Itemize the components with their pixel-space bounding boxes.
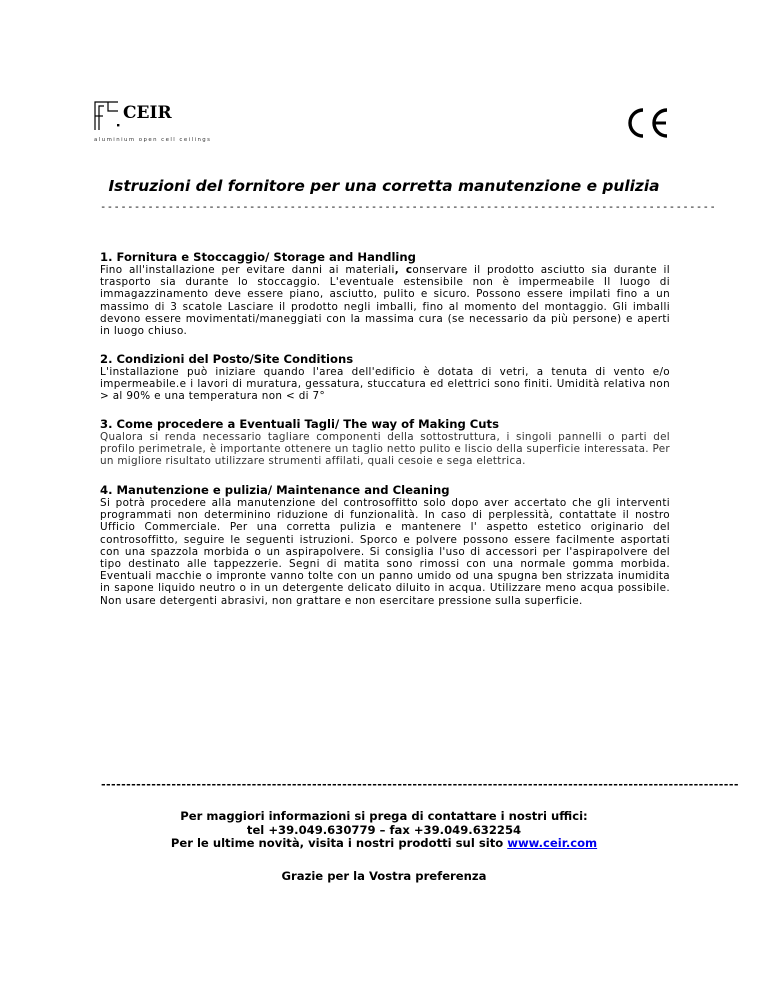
contact-line: Per maggiori informazioni si prega di contattare i nostri uffici:: [180, 809, 588, 823]
section-heading: 3. Come procedere a Eventuali Tagli/ The way of Making Cuts: [100, 417, 499, 431]
company-logo: [94, 101, 212, 146]
section-body-text: Fino all'installazione per evitare danni ai materiali: [100, 264, 395, 276]
section-storage-handling: [100, 251, 670, 337]
ceir-logo-mark-icon: [94, 101, 120, 131]
section-body-text: onservare il prodotto asciutto sia durante il trasporto sia durante lo stoccaggio. L'eventuale estensibile non è impermeabile Il luogo di immagazzinamento deve essere piano, asciutto, pulito e sicuro. Possono essere impilati fino a un massimo di 3 scatole Lasciare il prodotto negli imballi, fino al momento del montaggio. Gli imballi devono essere movimentati/maneggiati con la massima cura (se necessario da più persone) e aperti in luogo chiuso.: [100, 264, 670, 338]
website-prefix: Per le ultime novità, visita i nostri prodotti sul sito: [170, 836, 508, 850]
section-site-conditions: [100, 353, 670, 403]
logo-brand-text: CEIR: [123, 103, 172, 123]
contact-footer: [0, 810, 768, 851]
document-title: Istruzioni del fornitore per una corretta manutenzione e pulizia: [108, 177, 660, 195]
section-body: L'installazione può iniziare quando l'area dell'edificio è dotata di vetri, a tenuta di vento e/o impermeabile.e i lavori di muratura, gessatura, stuccatura ed elettrici sono finiti. Umidità relativa non > al 90% e una temperatura non < di 7°: [100, 366, 670, 403]
ce-mark-icon: [624, 107, 670, 139]
section-body: Si potrà procedere alla manutenzione del controsoffitto solo dopo aver accertato che gli interventi programmati non determinino riduzione di funzionalità. In caso di perplessità, contattate il nostro Ufficio Commerciale. Per una corretta pulizia e mantenere l' aspetto estetico originario del controsoffitto, seguire le seguenti istruzioni. Sporco e polvere possono essere facilmente asportati con una spazzola morbida o un aspirapolvere. Si consiglia l'uso di accessori per l'aspirapolvere del tipo destinato alle tappezzerie. Segni di matita sono rimossi con una normale gomma morbida. Eventuali macchie o impronte vanno tolte con un panno umido od una spugna ben strizzata inumidita in sapone liquido neutro o in un detergente delicato diluito in acqua. Utilizzare meno acqua possibile. Non usare detergenti abrasivi, non grattare e non esercitare pressione sulla superficie.: [100, 497, 670, 607]
section-heading: 4. Manutenzione e pulizia/ Maintenance and Cleaning: [100, 483, 450, 497]
section-body: Qualora si renda necessario tagliare componenti della sottostruttura, i singoli pannelli o parti del profilo perimetrale, è importante ottenere un taglio netto pulito e liscio della superficie interessata. Per un migliore risultato utilizzare strumenti affilati, quali cesoie e sega elettrica.: [100, 431, 670, 468]
phone-fax-line: tel +39.049.630779 – fax +39.049.632254: [246, 822, 522, 837]
separator-top: -------------------------------------------------------------------------------------------: [100, 201, 717, 213]
section-heading: 1. Fornitura e Stoccaggio/ Storage and Handling: [100, 250, 416, 264]
thanks-line: Grazie per la Vostra preferenza: [281, 869, 487, 883]
website-link[interactable]: www.ceir.com: [507, 836, 598, 850]
section-maintenance-cleaning: [100, 484, 670, 607]
logo-tagline: aluminium open cell ceilings: [94, 137, 212, 143]
section-body: [100, 264, 670, 337]
website-line: [0, 837, 768, 851]
separator-bottom: -------------------------------------------------------------------------------------------------------------------------------: [100, 778, 738, 791]
section-heading: 2. Condizioni del Posto/Site Conditions: [100, 352, 354, 366]
section-body-bold: , c: [394, 264, 413, 276]
section-making-cuts: [100, 418, 670, 468]
